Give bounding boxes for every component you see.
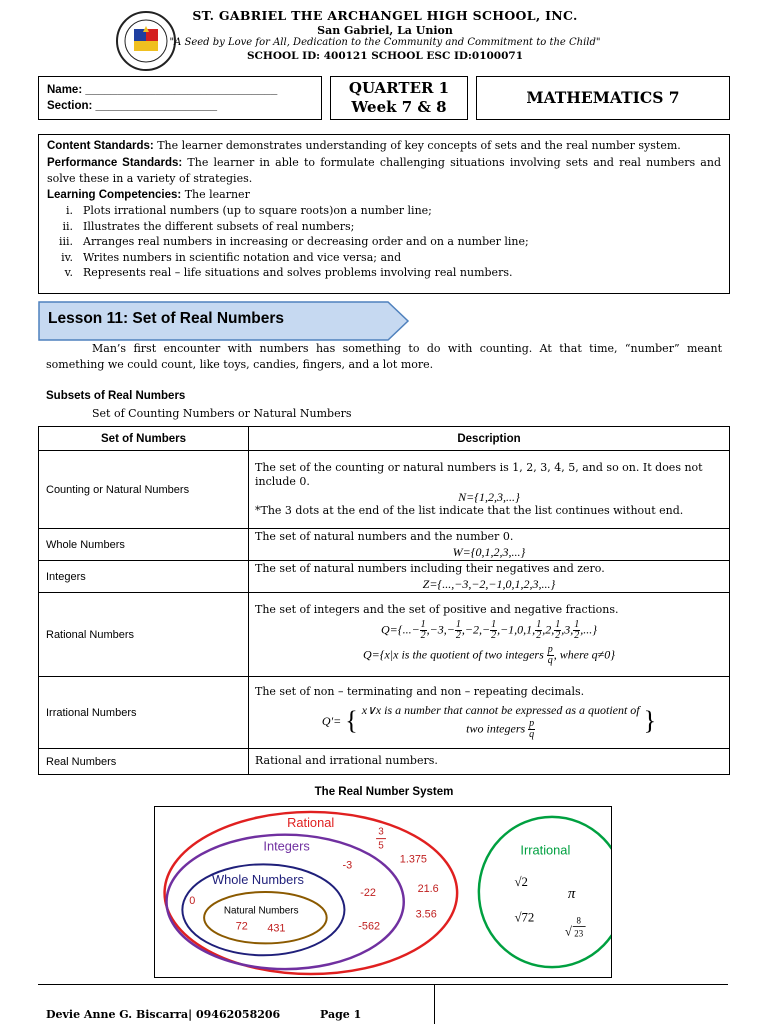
svg-text:5: 5 bbox=[378, 840, 384, 852]
learning-competencies-text: The learner bbox=[181, 187, 250, 201]
formula: Q={...− $\frac{1}{2}$ ,−3,− $\frac{1}{2}$ ,−2,− $\frac{1}{2}$ ,−1,0,1, $\frac{1}{2}$ ,2, $\frac{1}{2}$ ,3, $\frac{1}{2}$ ,...} bbox=[381, 618, 597, 641]
irrational-set-ellipse bbox=[479, 817, 612, 967]
integers-label: Integers bbox=[263, 838, 310, 854]
table-header: Description bbox=[249, 427, 730, 451]
subject-label: MATHEMATICS 7 bbox=[526, 88, 680, 107]
set-name: Irrational Numbers bbox=[39, 677, 249, 749]
set-name: Counting or Natural Numbers bbox=[39, 451, 249, 529]
integer-example: -22 bbox=[360, 886, 376, 899]
performance-standards bbox=[47, 155, 721, 187]
content-standards-text: The learner demonstrates understanding of key concepts of sets and the real number system. bbox=[153, 139, 681, 152]
footer-author: Devie Anne G. Biscarra| 09462058206 bbox=[46, 1008, 281, 1021]
set-name: Integers bbox=[39, 561, 249, 593]
set-name: Whole Numbers bbox=[39, 529, 249, 561]
section-field[interactable]: Section: ___________________ bbox=[47, 100, 218, 112]
table-row bbox=[39, 561, 730, 593]
learning-competencies-label: Learning Competencies: bbox=[47, 188, 182, 201]
table-row bbox=[39, 677, 730, 749]
competency-item: i. Plots irrational numbers (up to square roots)on a number line; bbox=[65, 204, 432, 217]
quarter-label: QUARTER 1 bbox=[348, 79, 450, 97]
competency-item: iii. Arranges real numbers in increasing or decreasing order and on a number line; bbox=[58, 235, 529, 248]
integer-example: -3 bbox=[342, 859, 353, 872]
footer-rule bbox=[38, 984, 728, 985]
integer-example: -562 bbox=[358, 920, 381, 933]
formula: W={0,1,2,3,...} bbox=[452, 544, 526, 559]
natural-numbers-label: Natural Numbers bbox=[223, 905, 299, 917]
week-label: Week 7 & 8 bbox=[351, 98, 447, 116]
table-row bbox=[39, 749, 730, 775]
subject-box bbox=[476, 76, 730, 120]
name-field[interactable]: Name: ______________________________ bbox=[47, 84, 278, 96]
set-name: Rational Numbers bbox=[39, 593, 249, 677]
school-location: San Gabriel, La Union bbox=[317, 24, 453, 37]
rational-fraction-example bbox=[376, 827, 386, 852]
content-standards-label: Content Standards: bbox=[47, 140, 154, 152]
performance-standards-text: The learner in able to formulate challenging situations involving sets and real numbers and solve these in a variety of strategies. bbox=[47, 155, 721, 185]
performance-standards-label: Performance Standards: bbox=[47, 156, 183, 169]
natural-set-ellipse bbox=[204, 892, 327, 943]
real-number-system-title: The Real Number System bbox=[314, 786, 454, 798]
venn-diagram bbox=[154, 806, 612, 978]
irrational-example: √72 bbox=[514, 910, 535, 925]
school-motto: "A Seed by Love for All, Dedication to the Community and Commitment to the Child" bbox=[169, 37, 601, 48]
natural-example: 431 bbox=[267, 922, 286, 935]
subsets-title: Subsets of Real Numbers bbox=[46, 390, 186, 402]
table-row bbox=[39, 593, 730, 677]
rational-example: 1.375 bbox=[399, 853, 427, 866]
set-description: The set of natural numbers and the number 0. W={0,1,2,3,...} bbox=[249, 529, 730, 561]
footer-divider bbox=[434, 984, 435, 1024]
set-description: The set of natural numbers including their negatives and zero. Z={...,−3,−2,−1,0,1,2,3,...} bbox=[249, 561, 730, 593]
formula: N={1,2,3,...} bbox=[458, 489, 520, 504]
rational-example: 21.6 bbox=[417, 883, 439, 895]
formula: Z={...,−3,−2,−1,0,1,2,3,...} bbox=[422, 576, 556, 591]
natural-example: 72 bbox=[235, 920, 248, 933]
rational-example: 3.56 bbox=[415, 908, 437, 921]
name-section-box bbox=[38, 76, 322, 120]
learning-competencies bbox=[47, 187, 721, 204]
competency-item: v. Represents real – life situations and solves problems involving real numbers. bbox=[64, 266, 513, 279]
competency-item: iv. Writes numbers in scientific notation and vice versa; and bbox=[61, 250, 402, 264]
rational-label: Rational bbox=[287, 814, 335, 830]
whole-numbers-label: Whole Numbers bbox=[212, 872, 304, 888]
svg-text:√: √ bbox=[564, 924, 572, 939]
set-description: The set of non – terminating and non – repeating decimals. Q'= { x∨x is a number that cannot be expressed as a quotient of two integers $\frac{p}{q}$ } bbox=[249, 677, 730, 749]
set-description: Rational and irrational numbers. bbox=[249, 749, 730, 775]
table-row bbox=[39, 451, 730, 529]
table-header-row bbox=[39, 427, 730, 451]
formula: Q={x|x is the quotient of two integers $\frac{p}{q}$ , where q≠0} bbox=[362, 643, 616, 666]
competency-item: ii. Illustrates the different subsets of real numbers; bbox=[62, 219, 355, 233]
formula: Q'= { x∨x is a number that cannot be expressed as a quotient of two integers $\frac{p}{q}$ } bbox=[321, 703, 657, 741]
svg-text:3: 3 bbox=[378, 826, 384, 838]
svg-text:8: 8 bbox=[576, 915, 581, 926]
subsets-table bbox=[38, 426, 730, 775]
content-standards bbox=[47, 138, 721, 155]
subsets-subtitle: Set of Counting Numbers or Natural Numbers bbox=[92, 407, 352, 420]
set-name: Real Numbers bbox=[39, 749, 249, 775]
integers-set-ellipse bbox=[167, 835, 404, 969]
table-header: Set of Numbers bbox=[39, 427, 249, 451]
set-description: The set of integers and the set of positive and negative fractions. Q={...− $\frac{1}{2}$ ,−3,− $\frac{1}{2}$ ,−2,− $\frac{1}{2}$ ,−1,0,1, $\frac{1}{2}$ ,2, $\frac{1}{2}$ ,3, $\frac{1}{2}$ ,...} Q={x|x is the quotient of two integers $\frac{p}{q}$ , where q≠0} bbox=[249, 593, 730, 677]
table-row bbox=[39, 529, 730, 561]
quarter-box bbox=[330, 76, 468, 120]
irrational-example: π bbox=[567, 885, 576, 902]
svg-text:23: 23 bbox=[574, 928, 584, 939]
irrational-fraction-example bbox=[565, 916, 586, 939]
set-description: The set of the counting or natural numbers is 1, 2, 3, 4, 5, and so on. It does not include 0. N={1,2,3,...} *The 3 dots at the end of the list indicate that the list continues without end. bbox=[249, 451, 730, 529]
irrational-example: √2 bbox=[514, 875, 528, 890]
standards-box bbox=[38, 134, 730, 294]
lesson-title: Lesson 11: Set of Real Numbers bbox=[48, 310, 285, 327]
footer-page-number: Page 1 bbox=[320, 1008, 362, 1021]
lesson-intro: Man’s first encounter with numbers has something to do with counting. At that time, “number” meant something we could count, like toys, candies, fingers, and a lot more. bbox=[46, 342, 722, 371]
school-ids: SCHOOL ID: 400121 SCHOOL ESC ID:0100071 bbox=[246, 50, 524, 62]
school-name: ST. GABRIEL THE ARCHANGEL HIGH SCHOOL, INC. bbox=[192, 8, 578, 23]
whole-example: 0 bbox=[189, 894, 196, 907]
irrational-label: Irrational bbox=[520, 842, 571, 858]
